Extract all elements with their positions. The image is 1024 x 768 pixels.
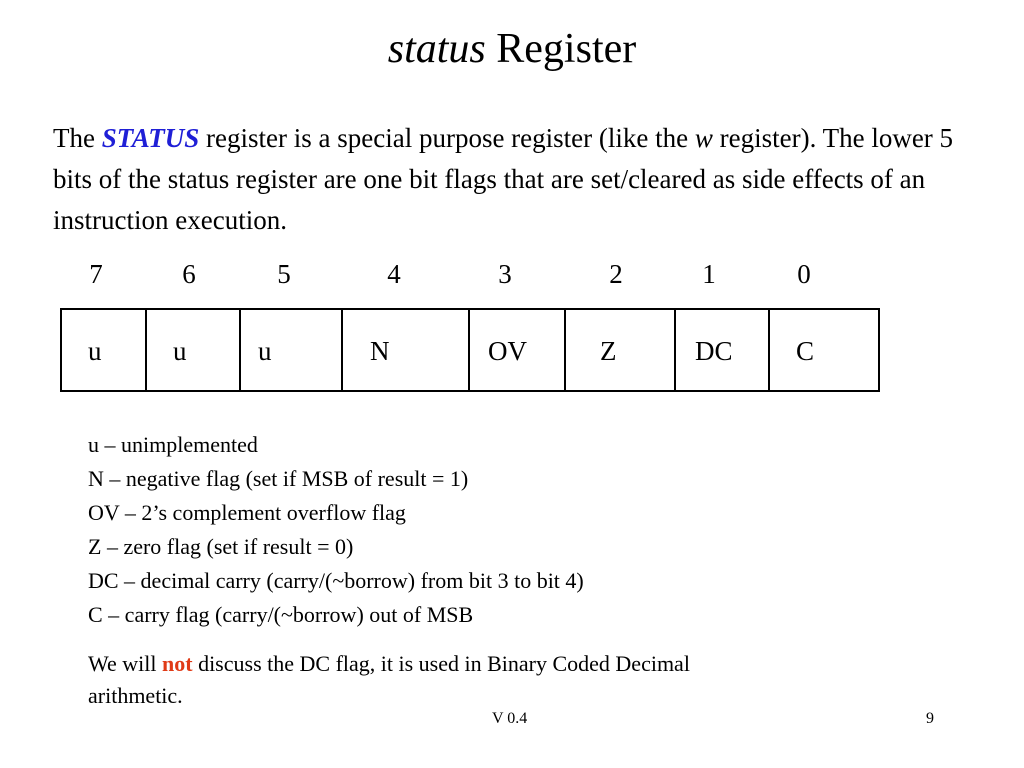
legend-item: N – negative flag (set if MSB of result = 1) [88, 466, 469, 491]
register-cell-bit5: u [258, 336, 272, 366]
status-keyword: STATUS [101, 123, 200, 153]
register-cell-bit7: u [88, 336, 102, 366]
slide-title [0, 22, 1024, 76]
page-number: 9 [926, 710, 934, 727]
legend-item: DC – decimal carry (carry/(~borrow) from bit 3 to bit 4) [88, 568, 584, 593]
cell-divider [468, 310, 470, 390]
cell-divider [239, 310, 241, 390]
footer-version: V 0.4 [492, 710, 528, 727]
legend-item: Z – zero flag (set if result = 0) [88, 534, 354, 559]
bit-number-1: 1 [702, 259, 716, 289]
flag-legend [88, 428, 584, 632]
bit-number-2: 2 [609, 259, 623, 289]
title-rest: Register [485, 26, 637, 72]
bit-number-0: 0 [797, 259, 811, 289]
intro-text-2: register is a special purpose register (like the [199, 123, 695, 153]
cell-divider [674, 310, 676, 390]
register-cell-bit1: DC [695, 336, 733, 366]
register-cell-bit4: N [370, 336, 390, 366]
register-cell-bit0: C [796, 336, 815, 366]
intro-text-1: The [53, 123, 102, 153]
note-text-1: We will [88, 651, 162, 676]
note-text-2: discuss the DC flag, it is used in Binary Coded Decimal arithmetic. [88, 651, 690, 708]
intro-text-3: register). The lower 5 bits of the status register are one bit flags that are set/cleared as side effects of an instruction execution. [53, 123, 954, 235]
bit-number-7: 7 [89, 259, 103, 289]
bit-number-5: 5 [277, 259, 291, 289]
w-register: w [694, 123, 713, 153]
intro-paragraph [53, 118, 973, 241]
cell-divider [564, 310, 566, 390]
register-cell-bit3: OV [488, 336, 527, 366]
bit-number-4: 4 [387, 259, 401, 289]
cell-divider [145, 310, 147, 390]
status-register-diagram [60, 308, 880, 392]
not-emphasis: not [162, 651, 193, 676]
dc-flag-note [88, 648, 788, 712]
bit-number-6: 6 [182, 259, 196, 289]
cell-divider [768, 310, 770, 390]
cell-divider [341, 310, 343, 390]
register-cell-bit2: Z [600, 336, 617, 366]
title-italic: status [387, 26, 486, 72]
legend-item: u – unimplemented [88, 432, 258, 457]
register-cell-bit6: u [173, 336, 187, 366]
legend-item: OV – 2’s complement overflow flag [88, 500, 406, 525]
legend-item: C – carry flag (carry/(~borrow) out of MSB [88, 602, 474, 627]
bit-number-3: 3 [498, 259, 512, 289]
